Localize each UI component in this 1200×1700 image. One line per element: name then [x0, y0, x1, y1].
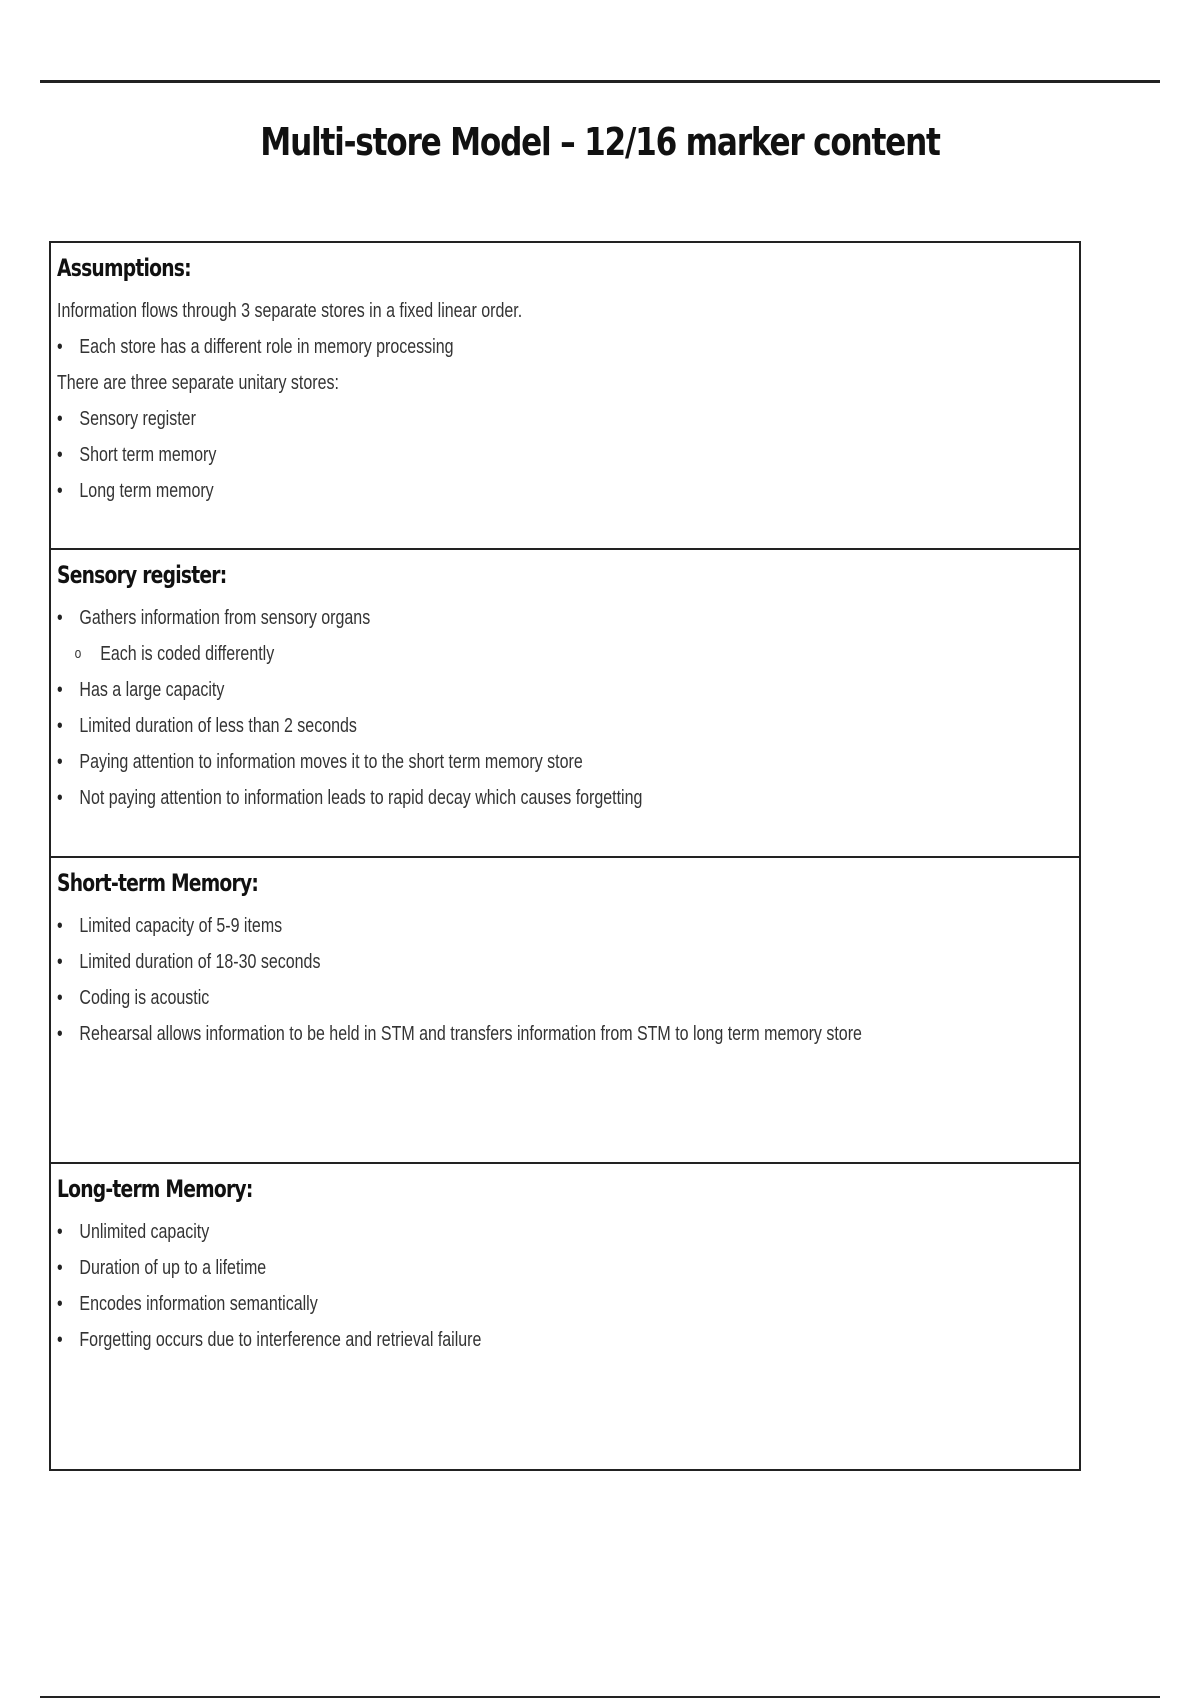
list-item: • Not paying attention to information leads to rapid decay which causes forgetting [57, 780, 875, 816]
list-item: • Each store has a different role in memory processing [57, 329, 875, 365]
section-heading: Short-term Memory: [57, 869, 259, 897]
section-heading: Assumptions: [57, 254, 191, 282]
bottom-divider [40, 1696, 1160, 1698]
list-item: • Paying attention to information moves it to the short term memory store [57, 744, 875, 780]
list-item: • Unlimited capacity [57, 1214, 875, 1250]
section-text: Information flows through 3 separate stores in a fixed linear order. [57, 300, 523, 322]
page-title: Multi-store Model – 12/16 marker content [260, 120, 940, 164]
section-long-term-memory [51, 1162, 1079, 1469]
section-text: There are three separate unitary stores: [57, 372, 339, 394]
section-heading: Long-term Memory: [57, 1175, 253, 1203]
section-assumptions [51, 243, 1079, 548]
section-sensory-register [51, 548, 1079, 856]
list-item: • Limited capacity of 5-9 items [57, 908, 875, 944]
list-item: • Forgetting occurs due to interference and retrieval failure [57, 1322, 875, 1358]
list-item: • Limited duration of 18-30 seconds [57, 944, 875, 980]
list-item: • Encodes information semantically [57, 1286, 875, 1322]
sub-list-item: o Each is coded differently [57, 636, 875, 672]
section-short-term-memory [51, 856, 1079, 1162]
list-item: • Gathers information from sensory organs [57, 600, 875, 636]
list-item: • Sensory register [57, 401, 875, 437]
list-item: • Limited duration of less than 2 seconds [57, 708, 875, 744]
content-table [49, 241, 1081, 1471]
list-item: • Long term memory [57, 473, 875, 509]
top-divider [40, 80, 1160, 83]
list-item: • Has a large capacity [57, 672, 875, 708]
list-item: • Duration of up to a lifetime [57, 1250, 875, 1286]
list-item: • Short term memory [57, 437, 875, 473]
list-item: • Coding is acoustic [57, 980, 875, 1016]
list-item: • Rehearsal allows information to be held in STM and transfers information from STM to long term memory store [57, 1016, 875, 1052]
section-heading: Sensory register: [57, 561, 227, 589]
